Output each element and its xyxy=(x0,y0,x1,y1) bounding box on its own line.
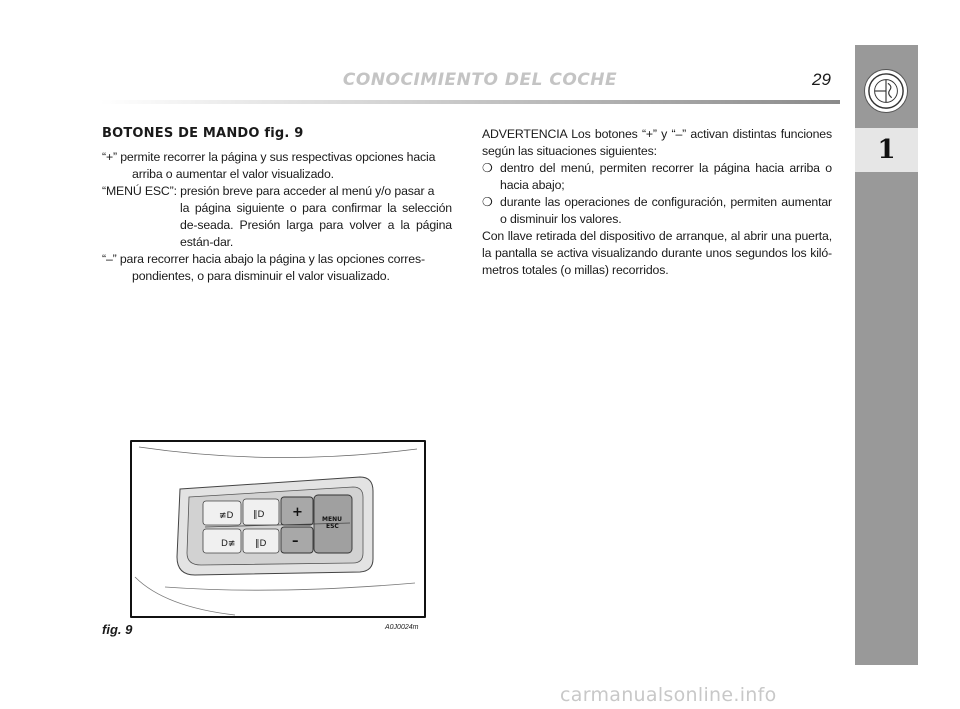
svg-text:D≢: D≢ xyxy=(221,539,236,549)
figure-caption: fig. 9 xyxy=(102,622,133,637)
chapter-number: 1 xyxy=(855,128,918,172)
right-column xyxy=(482,126,832,279)
alfa-romeo-badge-icon xyxy=(865,70,907,112)
figure-plus-label: + xyxy=(292,505,303,520)
figure-minus-label: – xyxy=(292,534,299,549)
definition-text: la página siguiente o para confirmar la selección de-seada. Presión larga para volver a la página están-dar. xyxy=(180,201,452,249)
bullet-text: durante las operaciones de configuración, permiten aumentar o disminuir los valores. xyxy=(500,195,832,226)
watermark: carmanualsonline.info xyxy=(560,684,777,706)
figure-code: A0J0024m xyxy=(385,624,419,631)
definition-item xyxy=(102,251,452,285)
bullet-icon: ❍ xyxy=(482,195,493,209)
bullet-item xyxy=(482,194,832,228)
definition-text: “MENÚ ESC”: presión breve para acceder al menú y/o pasar a xyxy=(102,184,435,198)
figure-menu-label: MENU xyxy=(322,516,342,523)
svg-text:‖D: ‖D xyxy=(255,539,267,549)
warning-paragraph: ADVERTENCIA Los botones “+” y “–” activan distintas funciones según las situaciones siguientes: xyxy=(482,127,832,158)
figure-illustration xyxy=(125,437,430,622)
bullet-icon: ❍ xyxy=(482,161,493,175)
definition-item xyxy=(102,149,452,183)
definition-text: pondientes, o para disminuir el valor visualizado. xyxy=(132,269,390,283)
definition-text: “–” para recorrer hacia abajo la página y las opciones corres- xyxy=(102,252,425,266)
closing-paragraph: Con llave retirada del dispositivo de arranque, al abrir una puerta, la pantalla se activa visualizando durante unos segundos los kiló-metros totales (o millas) recorridos. xyxy=(482,229,832,277)
header-rule xyxy=(100,100,840,104)
left-column xyxy=(102,126,452,285)
svg-text:‖D: ‖D xyxy=(253,510,265,520)
definition-text: “+” permite recorrer la página y sus respectivas opciones hacia xyxy=(102,150,436,164)
section-heading: BOTONES DE MANDO fig. 9 xyxy=(102,126,304,141)
bullet-item xyxy=(482,160,832,194)
page-number: 29 xyxy=(812,70,831,89)
svg-text:≢D: ≢D xyxy=(219,511,234,521)
definition-item xyxy=(102,183,452,251)
definition-text: arriba o aumentar el valor visualizado. xyxy=(132,167,334,181)
bullet-text: dentro del menú, permiten recorrer la página hacia arriba o hacia abajo; xyxy=(500,161,832,192)
figure-esc-label: ESC xyxy=(326,523,339,530)
page-header-title: CONOCIMIENTO DEL COCHE xyxy=(342,70,618,90)
